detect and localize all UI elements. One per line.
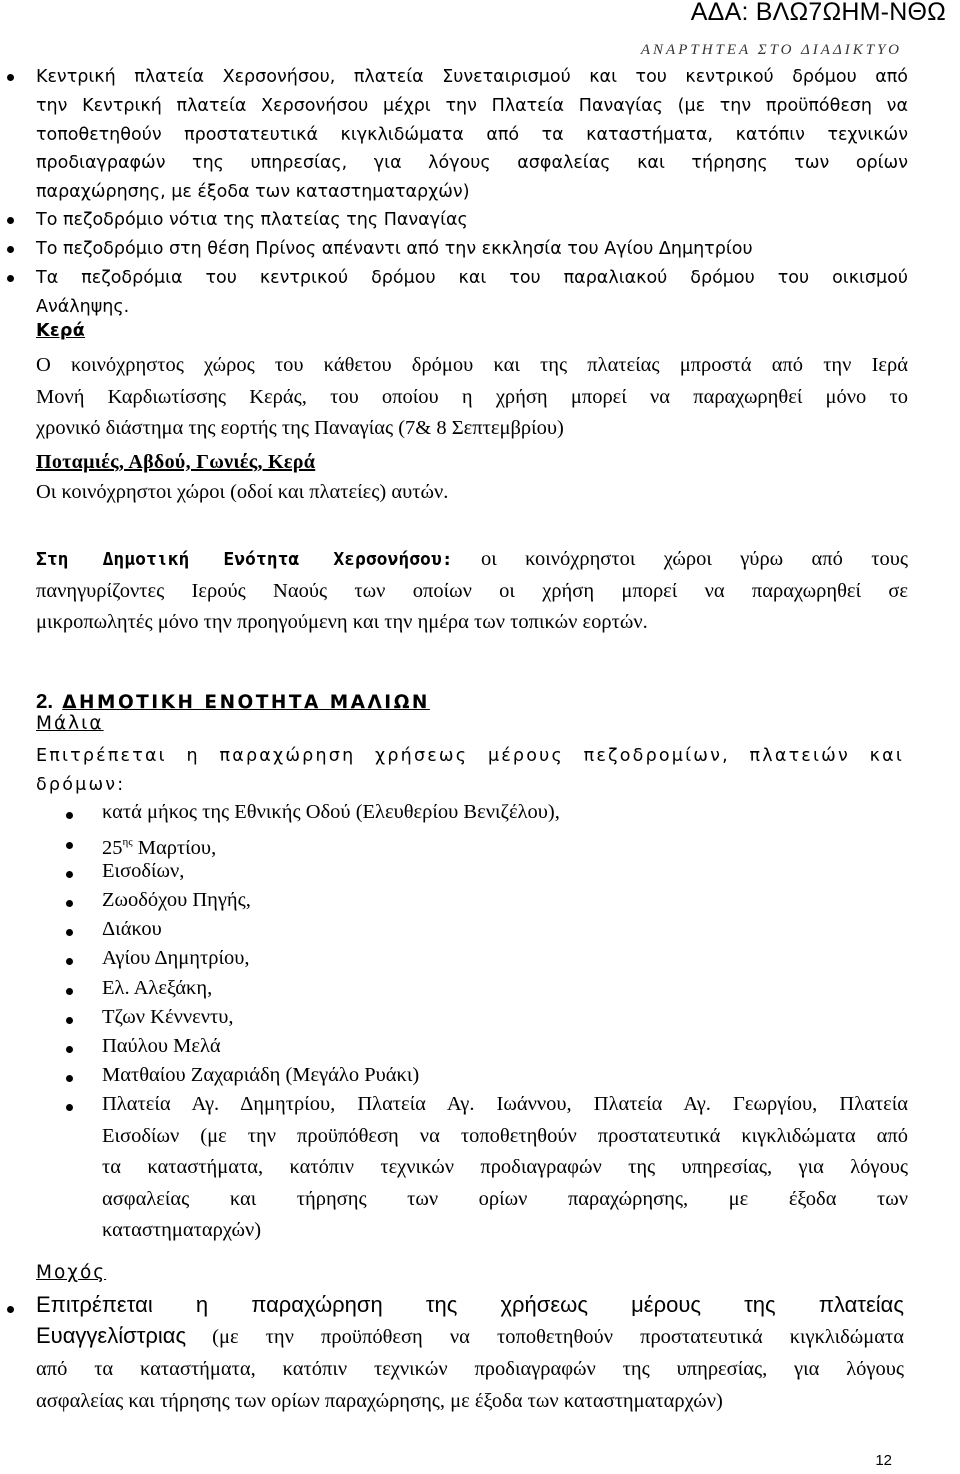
bullet-icon — [66, 958, 73, 965]
section-2-title: ΔΗΜΟΤΙΚΗ ΕΝΟΤΗΤΑ ΜΑΛΙΩΝ — [62, 692, 430, 713]
posted-online-label: ΑΝΑΡΤΗΤΕΑ ΣΤΟ ΔΙΑΔΙΚΤΥΟ — [640, 42, 902, 58]
bullet-icon — [66, 988, 73, 995]
bullet-icon — [7, 217, 14, 224]
bullet-icon — [7, 275, 14, 282]
kera-paragraph: Ο κοινόχρηστος χώρος του κάθετου δρόμου και της πλατείας μπροστά από την Ιερά Μονή Καρδιωτίσσης Κεράς, του οποίου η χρήση μπορεί να παραχωρηθεί μόνο το χρονικό διάστημα της εορτής της Παναγίας (7& 8 Σεπτεμβρίου) — [36, 354, 908, 439]
page-number: 12 — [875, 1452, 892, 1469]
unit-chersonisos-label: Στη Δημοτική Ενότητα Χερσονήσου: — [36, 549, 453, 570]
list-item: Παύλου Μελά — [102, 1035, 221, 1057]
list-item: Πλατεία Αγ. Δημητρίου, Πλατεία Αγ. Ιωάννου, Πλατεία Αγ. Γεωργίου, Πλατεία Εισοδίων (με την προϋπόθεση να τοποθετηθούν προστατευτικά κιγκλιδώματα από τα καταστήματα, κατόπιν τεχνικών προδιαγραφών της υπηρεσίας, για λόγους ασφαλείας και τήρησης των ορίων παραχώρησης, με έξοδα των καταστηματαρχών) — [102, 1093, 908, 1241]
section-2-heading: 2. ΔΗΜΟΤΙΚΗ ΕΝΟΤΗΤΑ ΜΑΛΙΩΝ — [36, 690, 430, 713]
potamies-heading: Ποταμιές, Αβδού, Γωνιές, Κερά — [36, 451, 316, 473]
kera-heading: Κερά — [36, 321, 86, 341]
unit-chersonisos-paragraph: Στη Δημοτική Ενότητα Χερσονήσου: οι κοινόχρηστοι χώροι γύρω από τους πανηγυρίζοντες Ιερούς Ναούς των οποίων οι χρήση μπορεί να παραχωρηθεί σε μικροπωλητές μόνο την προηγούμενη και την ημέρα των τοπικών εορτών. — [36, 548, 909, 633]
list-item: $25^{\eta\varsigma}$ Μαρτίου, — [102, 836, 217, 859]
list-item: Διάκου — [102, 918, 162, 940]
bullet-icon — [66, 871, 73, 878]
bullet-icon — [66, 929, 73, 936]
list-item: Ελ. Αλεξάκη, — [102, 977, 213, 999]
list-item: Εισοδίων, — [102, 860, 185, 882]
malia-intro: Επιτρέπεται η παραχώρηση χρήσεως μέρους πεζοδρομίων, πλατειών και δρόμων: — [36, 746, 904, 795]
list-item: Τζων Κέννεντυ, — [102, 1006, 234, 1028]
list-item: κατά μήκος της Εθνικής Οδού (Ελευθερίου Βενιζέλου), — [102, 801, 560, 823]
list-item: Κεντρική πλατεία Χερσονήσου, πλατεία Συνεταιρισμού και του κεντρικού δρόμου από την Κεντρική πλατεία Χερσονήσου μέχρι την Πλατεία Παναγίας (με την προϋπόθεση να τοποθετηθούν προστατευτικά κιγκλιδώματα από τα καταστήματα, κατόπιν τεχνικών προδιαγραφών της υπηρεσίας, για λόγους ασφαλείας και τήρησης των ορίων παραχώρησης, με έξοδα των καταστηματαρχών) — [36, 67, 908, 203]
mochos-paragraph: Επιτρέπεται η παραχώρηση της χρήσεως μέρους της πλατείας Ευαγγελίστριας (με την προϋπόθεση να τοποθετηθούν προστατευτικά κιγκλιδώματα από τα καταστήματα, κατόπιν τεχνικών προδιαγραφών της υπηρεσίας, για λόγους ασφαλείας και τήρησης των ορίων παραχώρησης, με έξοδα των καταστηματαρχών) — [36, 1292, 905, 1412]
mochos-heading: Μοχός — [36, 1262, 107, 1283]
bullet-icon — [66, 1075, 73, 1082]
list-item: Το πεζοδρόμιο νότια της πλατείας της Παναγίας — [36, 210, 468, 230]
ada-code: ΑΔΑ: ΒΛΩ7ΩΗΜ-ΝΘΩ — [690, 0, 946, 26]
list-item: Τα πεζοδρόμια του κεντρικού δρόμου και του παραλιακού δρόμου του οικισμού Ανάληψης. — [36, 268, 908, 317]
bullet-icon — [66, 1046, 73, 1053]
bullet-icon — [66, 842, 73, 849]
bullet-icon — [66, 1104, 73, 1111]
list-item: Ζωοδόχου Πηγής, — [102, 889, 251, 911]
bullet-icon — [66, 812, 73, 819]
potamies-paragraph: Οι κοινόχρηστοι χώροι (οδοί και πλατείες) αυτών. — [36, 481, 449, 503]
bullet-icon — [66, 900, 73, 907]
list-item: Το πεζοδρόμιο στη θέση Πρίνος απέναντι από την εκκλησία του Αγίου Δημητρίου — [36, 239, 753, 259]
bullet-icon — [7, 246, 14, 253]
bullet-icon — [66, 1017, 73, 1024]
list-item: Αγίου Δημητρίου, — [102, 947, 250, 969]
malia-heading: Μάλια — [36, 713, 104, 734]
list-item: Ματθαίου Ζαχαριάδη (Μεγάλο Ρυάκι) — [102, 1064, 420, 1086]
bullet-icon — [7, 74, 14, 81]
bullet-icon — [7, 1306, 14, 1313]
